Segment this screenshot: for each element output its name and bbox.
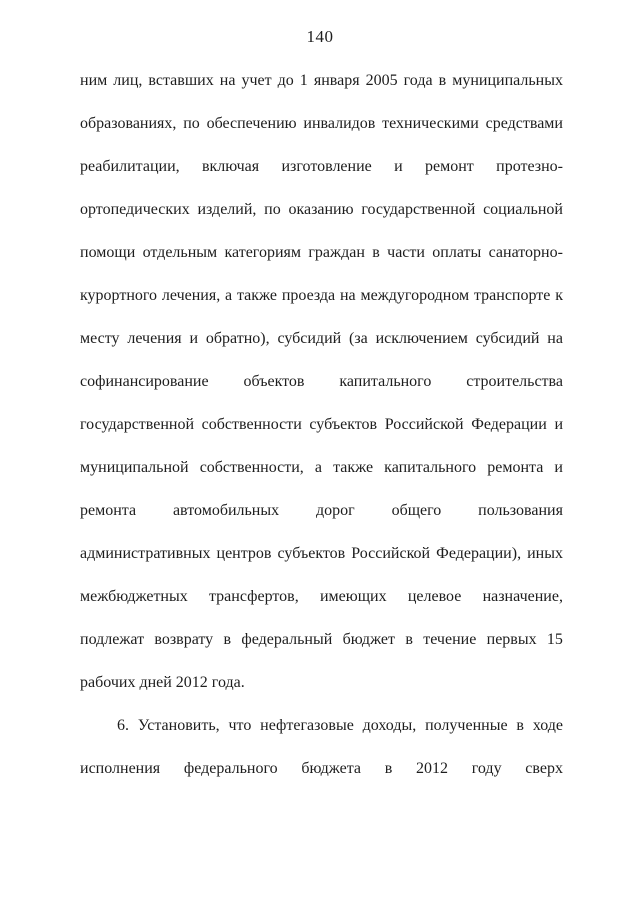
text-line: подлежат возврату в федеральный бюджет в течение первых 15	[80, 631, 563, 648]
text-line: образованиях, по обеспечению инвалидов техническими средствами	[80, 115, 563, 132]
text-line: месту лечения и обратно), субсидий (за исключением субсидий на	[80, 330, 563, 347]
text-line: ортопедических изделий, по оказанию государственной социальной	[80, 201, 563, 218]
text-line: 6. Установить, что нефтегазовые доходы, полученные в ходе	[117, 717, 563, 734]
page-number: 140	[306, 27, 334, 46]
text-block	[80, 59, 563, 790]
text-line: рабочих дней 2012 года.	[80, 674, 245, 691]
text-line: ним лиц, вставших на учет до 1 января 2005 года в муниципальных	[80, 72, 563, 89]
text-line: софинансирование объектов капитального строительства	[80, 373, 563, 390]
text-line: муниципальной собственности, а также капитального ремонта и	[80, 459, 563, 476]
text-line: административных центров субъектов Российской Федерации), иных	[80, 545, 563, 562]
text-line: государственной собственности субъектов Российской Федерации и	[80, 416, 563, 433]
text-line: ремонта автомобильных дорог общего пользования	[80, 502, 563, 519]
text-line: реабилитации, включая изготовление и ремонт протезно-	[80, 158, 563, 175]
text-line: межбюджетных трансфертов, имеющих целевое назначение,	[80, 588, 563, 605]
text-line: исполнения федерального бюджета в 2012 году сверх	[80, 760, 563, 777]
text-line: курортного лечения, а также проезда на междугородном транспорте к	[80, 287, 563, 304]
text-line: помощи отдельным категориям граждан в части оплаты санаторно-	[80, 244, 563, 261]
